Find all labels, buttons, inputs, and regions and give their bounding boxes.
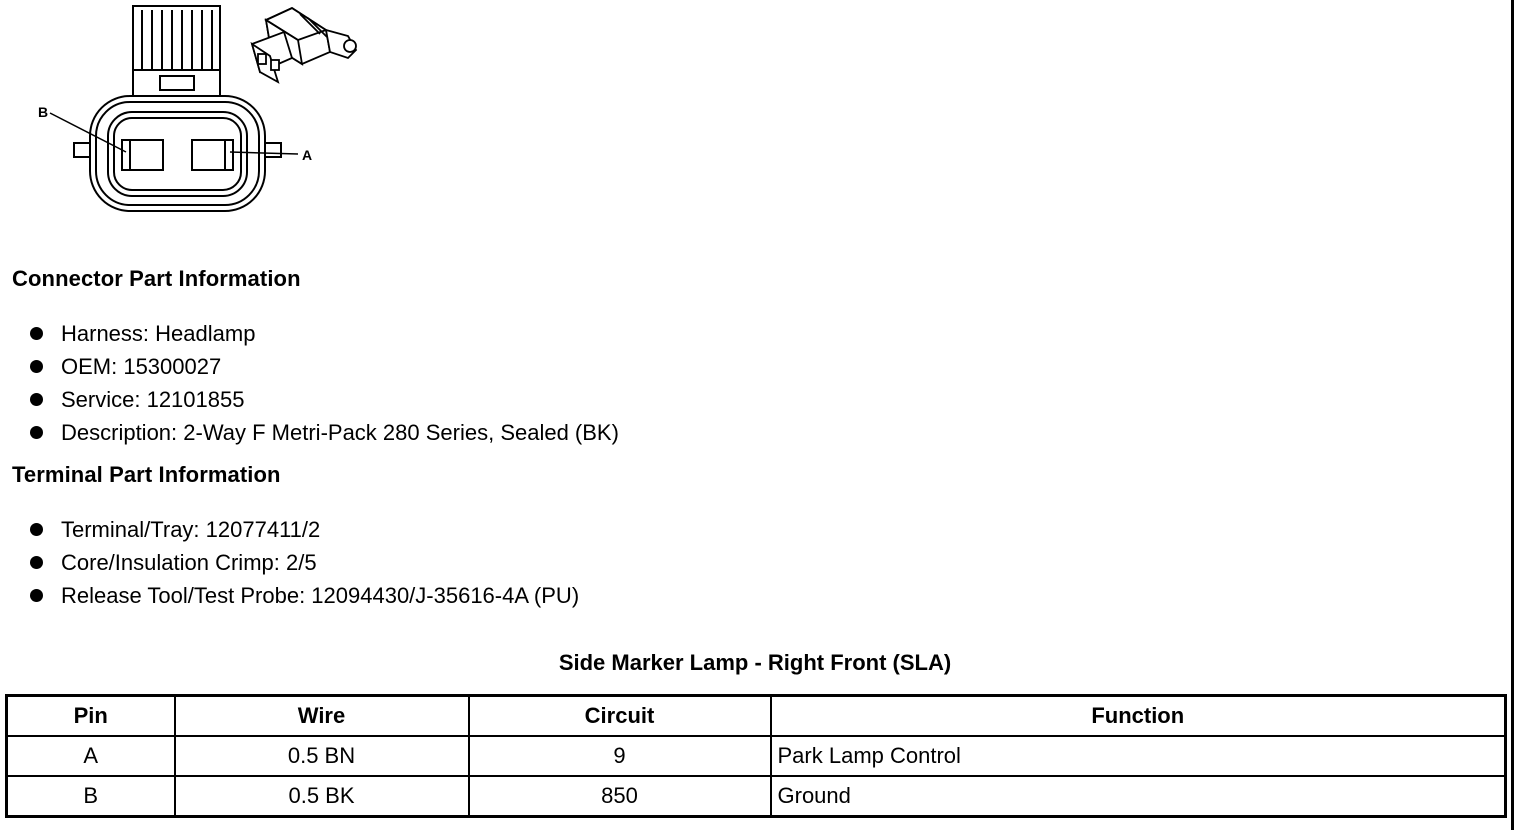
pin-label-a: A — [302, 147, 313, 163]
column-header-function: Function — [771, 696, 1506, 737]
table-title: Side Marker Lamp - Right Front (SLA) — [558, 650, 952, 675]
wire-cell: 0.5 BK — [175, 776, 469, 817]
list-item: Core/Insulation Crimp: 2/5 — [30, 546, 579, 579]
pin-label-b: B — [38, 104, 49, 120]
function-cell: Ground — [771, 776, 1506, 817]
column-header-circuit: Circuit — [469, 696, 771, 737]
column-header-wire: Wire — [175, 696, 469, 737]
bullet-icon — [30, 327, 43, 340]
connector-latch — [133, 6, 220, 98]
list-item: OEM: 15300027 — [30, 350, 619, 383]
circuit-cell: 9 — [469, 736, 771, 776]
terminal-info-heading: Terminal Part Information — [12, 462, 281, 487]
page-right-border — [1511, 0, 1514, 830]
connector-info-heading: Connector Part Information — [12, 266, 301, 291]
column-header-pin: Pin — [7, 696, 175, 737]
pin-cell: A — [7, 736, 175, 776]
bullet-icon — [30, 523, 43, 536]
list-item: Harness: Headlamp — [30, 317, 619, 350]
circuit-cell: 850 — [469, 776, 771, 817]
connector-info-list — [30, 317, 619, 449]
wire-cell: 0.5 BN — [175, 736, 469, 776]
connector-thumbnail — [252, 8, 356, 82]
bullet-icon — [30, 556, 43, 569]
list-item: Service: 12101855 — [30, 383, 619, 416]
connector-diagram — [30, 0, 370, 220]
table-header-row — [7, 696, 1506, 737]
table-row — [7, 776, 1506, 817]
bullet-icon — [30, 393, 43, 406]
terminal-info-list — [30, 513, 579, 612]
pin-cell: B — [7, 776, 175, 817]
list-item: Terminal/Tray: 12077411/2 — [30, 513, 579, 546]
bullet-icon — [30, 360, 43, 373]
table-row — [7, 736, 1506, 776]
bullet-icon — [30, 589, 43, 602]
pinout-table — [5, 694, 1507, 818]
list-item: Description: 2-Way F Metri-Pack 280 Series, Sealed (BK) — [30, 416, 619, 449]
bullet-icon — [30, 426, 43, 439]
function-cell: Park Lamp Control — [771, 736, 1506, 776]
connector-body — [74, 96, 281, 211]
list-item: Release Tool/Test Probe: 12094430/J-35616-4A (PU) — [30, 579, 579, 612]
